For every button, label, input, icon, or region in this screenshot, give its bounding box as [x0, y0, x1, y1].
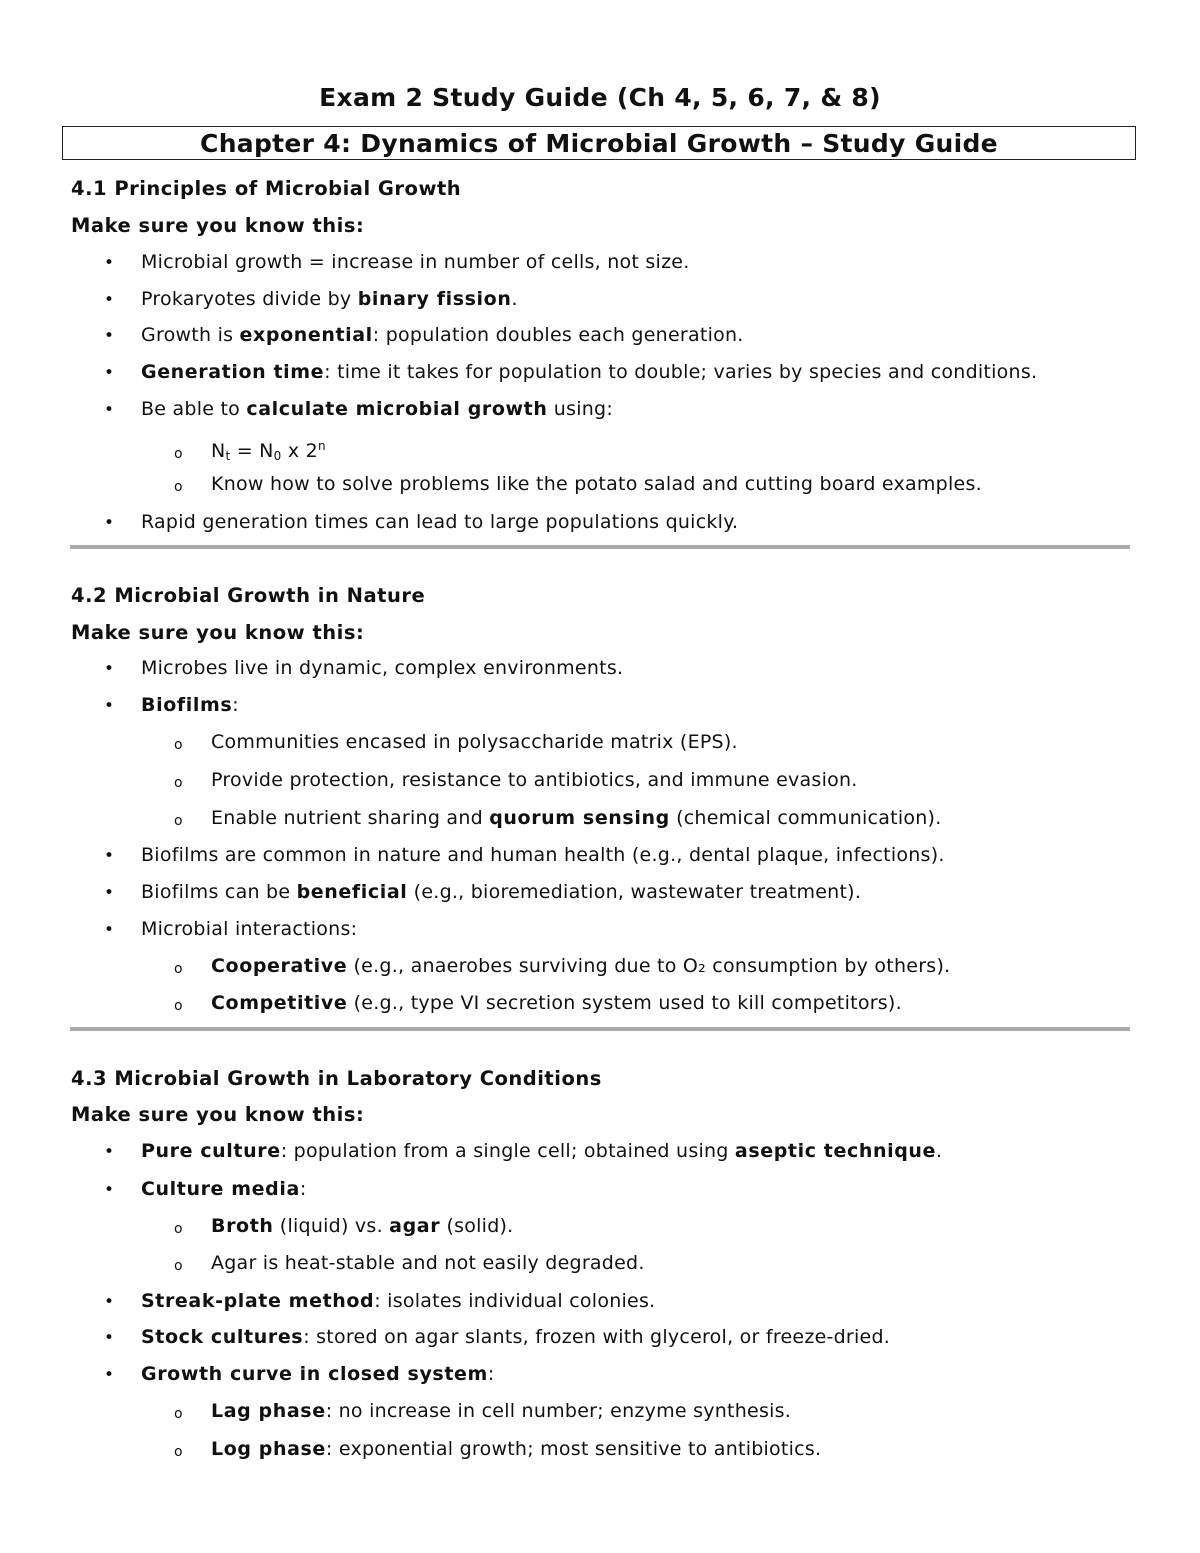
sub-bullet-icon: o [174, 775, 183, 791]
bullet-icon: • [104, 1142, 115, 1162]
list-item: • Culture media: [104, 1171, 307, 1208]
know-label: Make sure you know this: [71, 214, 365, 237]
sub-bullet-icon: o [174, 1258, 183, 1274]
list-item: • Rapid generation times can lead to large populations quickly. [104, 504, 738, 541]
sub-bullet-icon: o [174, 1221, 183, 1237]
list-item: • Stock cultures: stored on agar slants, frozen with glycerol, or freeze-dried. [104, 1319, 890, 1356]
section-divider [70, 1027, 1130, 1031]
sub-bullet-icon: o [174, 479, 183, 495]
list-item: o Cooperative (e.g., anaerobes surviving due to O₂ consumption by others). [174, 948, 950, 985]
list-item: o Log phase: exponential growth; most sensitive to antibiotics. [174, 1431, 821, 1468]
list-item: o Provide protection, resistance to antibiotics, and immune evasion. [174, 762, 858, 799]
list-item: o Lag phase: no increase in cell number; enzyme synthesis. [174, 1393, 791, 1430]
bullet-icon: • [104, 326, 115, 346]
growth-formula: o $N_t = N_0$ x 2$^n$ [174, 428, 326, 465]
sub-bullet-icon: o [174, 446, 183, 462]
sub-bullet-icon: o [174, 961, 183, 977]
list-item: o Know how to solve problems like the potato salad and cutting board examples. [174, 466, 982, 503]
list-item: • Biofilms can be beneficial (e.g., bioremediation, wastewater treatment). [104, 874, 861, 911]
sub-bullet-icon: o [174, 1406, 183, 1422]
list-item: • Biofilms: [104, 687, 239, 724]
list-item: • Pure culture: population from a single cell; obtained using aseptic technique. [104, 1133, 942, 1170]
bullet-icon: • [104, 659, 115, 679]
list-item: • Be able to calculate microbial growth using: [104, 391, 613, 428]
list-item: o Enable nutrient sharing and quorum sensing (chemical communication). [174, 800, 942, 837]
section-heading-4-3: 4.3 Microbial Growth in Laboratory Conditions [71, 1067, 602, 1090]
bullet-icon: • [104, 400, 115, 420]
list-item: • Microbial growth = increase in number of cells, not size. [104, 244, 690, 281]
document-title: Exam 2 Study Guide (Ch 4, 5, 6, 7, & 8) [319, 83, 881, 112]
bullet-icon: • [104, 513, 115, 533]
list-item: o Communities encased in polysaccharide matrix (EPS). [174, 724, 738, 761]
bullet-icon: • [104, 883, 115, 903]
section-heading-4-2: 4.2 Microbial Growth in Nature [71, 584, 426, 607]
sub-bullet-icon: o [174, 737, 183, 753]
sub-bullet-icon: o [174, 1444, 183, 1460]
sub-bullet-icon: o [174, 998, 183, 1014]
chapter-heading: Chapter 4: Dynamics of Microbial Growth – Study Guide [62, 126, 1136, 160]
list-item: • Growth is exponential: population doubles each generation. [104, 317, 744, 354]
bullet-icon: • [104, 1328, 115, 1348]
list-item: • Prokaryotes divide by binary fission. [104, 281, 518, 318]
bullet-icon: • [104, 846, 115, 866]
list-item: • Growth curve in closed system: [104, 1356, 495, 1393]
list-item: • Microbial interactions: [104, 911, 357, 948]
list-item: o Agar is heat-stable and not easily degraded. [174, 1245, 645, 1282]
list-item: o Broth (liquid) vs. agar (solid). [174, 1208, 513, 1245]
bullet-icon: • [104, 253, 115, 273]
bullet-icon: • [104, 1180, 115, 1200]
list-item: • Streak-plate method: isolates individual colonies. [104, 1283, 655, 1320]
list-item: o Competitive (e.g., type VI secretion system used to kill competitors). [174, 985, 902, 1022]
bullet-icon: • [104, 290, 115, 310]
list-item: • Biofilms are common in nature and human health (e.g., dental plaque, infections). [104, 837, 945, 874]
bullet-icon: • [104, 1292, 115, 1312]
list-item: • Generation time: time it takes for population to double; varies by species and conditions. [104, 354, 1037, 391]
section-divider [70, 545, 1130, 549]
list-item: • Microbes live in dynamic, complex environments. [104, 650, 623, 687]
section-heading-4-1: 4.1 Principles of Microbial Growth [71, 177, 462, 200]
bullet-icon: • [104, 1365, 115, 1385]
bullet-icon: • [104, 363, 115, 383]
bullet-icon: • [104, 696, 115, 716]
know-label: Make sure you know this: [71, 621, 365, 644]
bullet-icon: • [104, 920, 115, 940]
know-label: Make sure you know this: [71, 1103, 365, 1126]
sub-bullet-icon: o [174, 813, 183, 829]
